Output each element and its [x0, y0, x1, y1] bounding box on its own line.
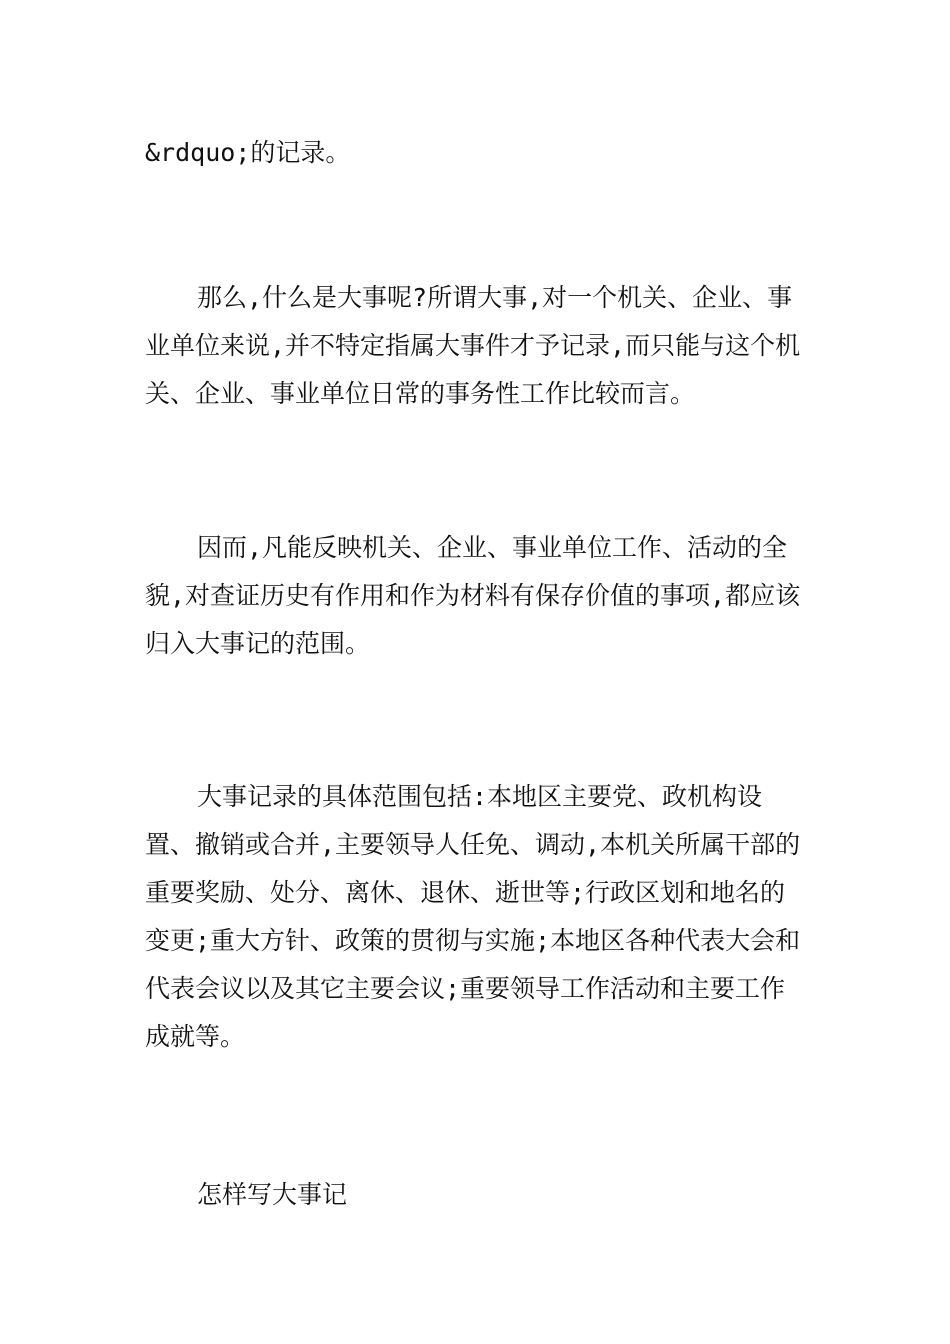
- paragraph-specific-range: 大事记录的具体范围包括:本地区主要党、政机构设置、撤销或合并,主要领导人任免、调动,本机关所属干部的重要奖励、处分、离休、退休、逝世等;行政区划和地名的变更;重大方针、政策的贯彻与实施;本地区各种代表大会和代表会议以及其它主要会议;重要领导工作活动和主要工作成就等。: [145, 782, 801, 1051]
- paragraph-fragment: &rdquo;的记录。: [145, 138, 351, 167]
- paragraph-scope: 因而,凡能反映机关、企业、事业单位工作、活动的全貌,对查证历史有作用和作为材料有保存价值的事项,都应该归入大事记的范围。: [145, 533, 801, 658]
- section-heading: 怎样写大事记: [197, 1180, 348, 1209]
- paragraph-definition: 那么,什么是大事呢?所谓大事,对一个机关、企业、事业单位来说,并不特定指属大事件才予记录,而只能与这个机关、企业、事业单位日常的事务性工作比较而言。: [145, 283, 801, 408]
